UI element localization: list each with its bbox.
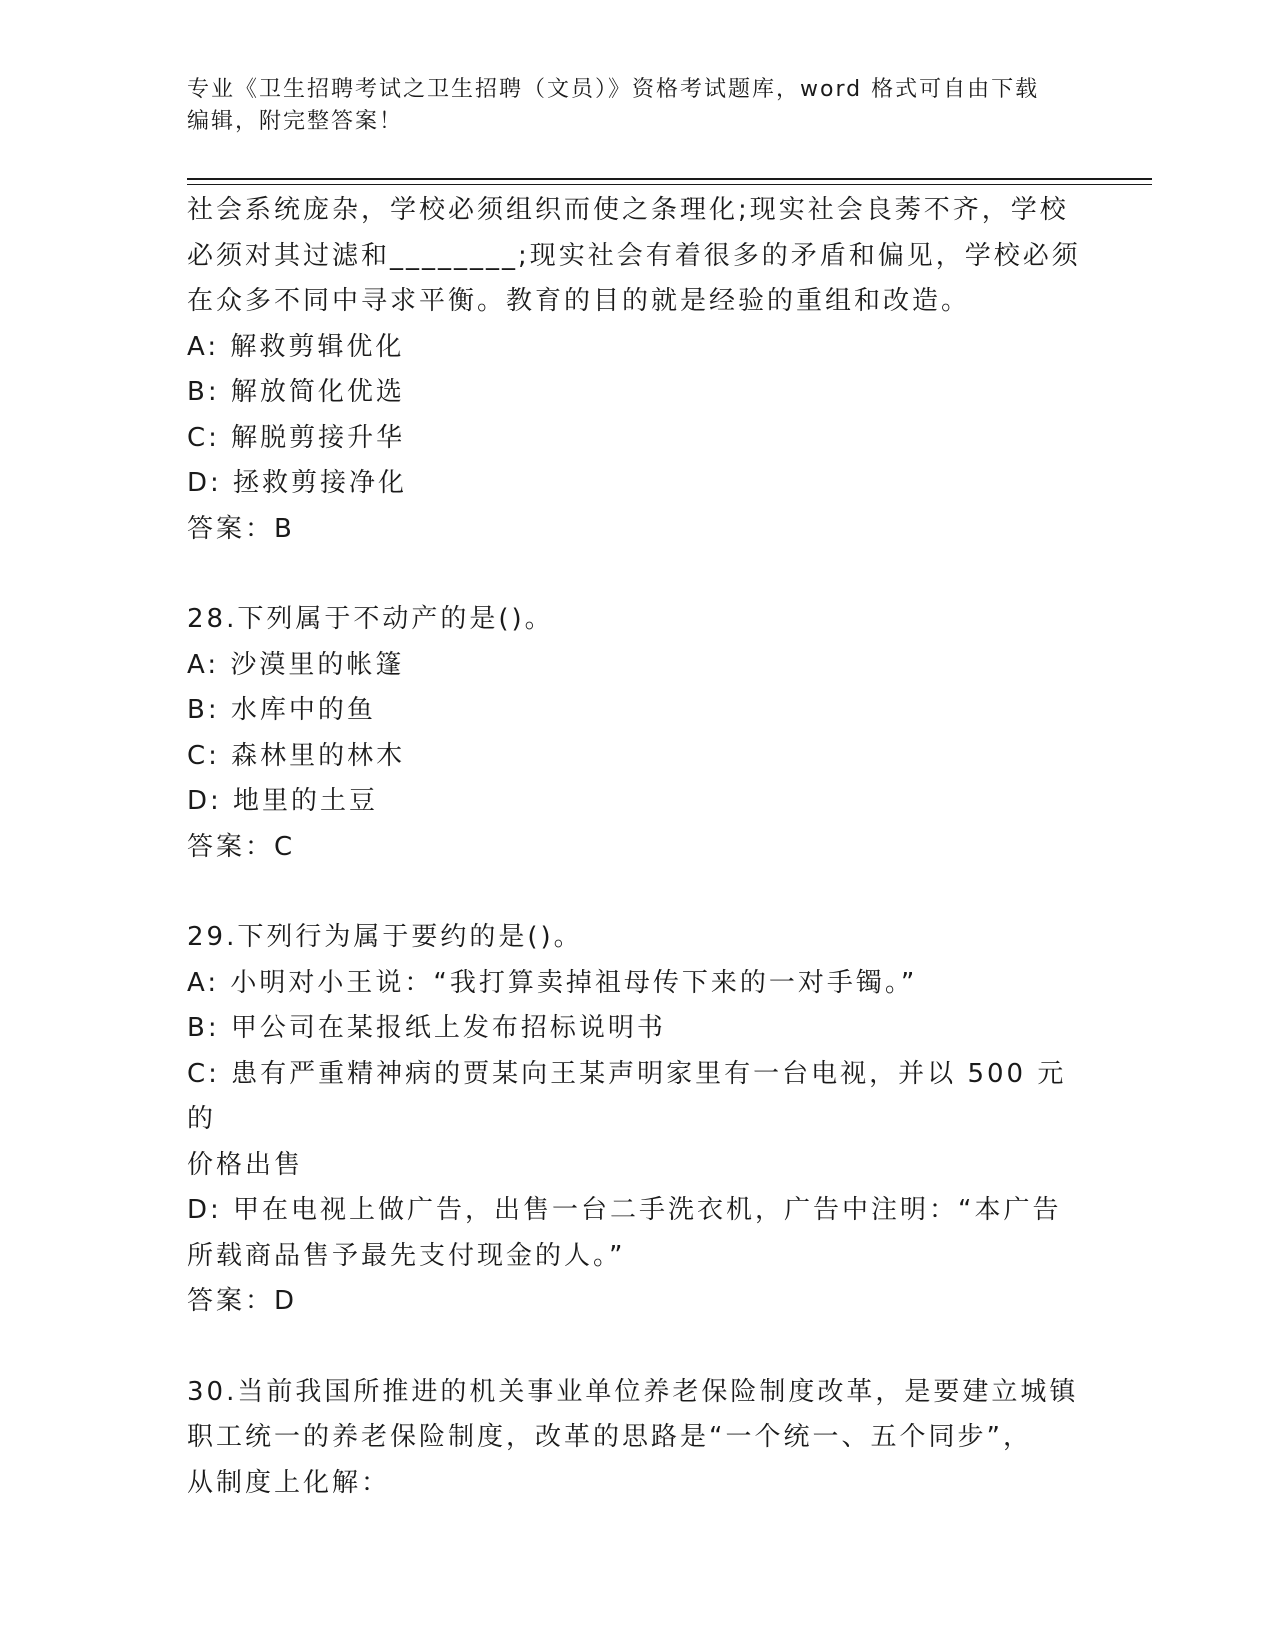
option-c: C: 患有严重精神病的贾某向王某声明家里有一台电视，并以 500 元的 (187, 1058, 1067, 1134)
option-c: C: 森林里的林木 (187, 740, 406, 771)
option-d: D: 甲在电视上做广告，出售一台二手洗衣机，广告中注明：“本广告 (187, 1195, 1062, 1225)
option-c-continued: 价格出售 (187, 1149, 304, 1180)
question-stem-line: 必须对其过滤和________;现实社会有着很多的矛盾和偏见，学校必须 (187, 240, 1081, 271)
document-body (187, 188, 1087, 1506)
option-b: B: 水库中的鱼 (187, 695, 376, 725)
question-stem: 28.下列属于不动产的是()。 (187, 604, 554, 634)
question-stem-line: 从制度上化解： (187, 1467, 391, 1498)
question-stem-line: 30.当前我国所推进的机关事业单位养老保险制度改革，是要建立城镇 (187, 1376, 1079, 1407)
question-27 (187, 188, 1087, 552)
question-stem: 29.下列行为属于要约的是()。 (187, 922, 583, 952)
header-line-2: 编辑，附完整答案！ (187, 109, 404, 134)
question-30 (187, 1370, 1087, 1507)
answer-label: 答案：D (187, 1286, 298, 1316)
question-stem-line: 社会系统庞杂，学校必须组织而使之条理化;现实社会良莠不齐，学校 (187, 195, 1069, 225)
option-c: C: 解脱剪接升华 (187, 422, 406, 453)
question-28 (187, 597, 1087, 870)
spacer (187, 552, 1087, 597)
document-header (187, 74, 1087, 138)
header-divider-thick (187, 178, 1152, 180)
option-a: A: 小明对小王说：“我打算卖掉祖母传下来的一对手镯。” (187, 967, 918, 998)
spacer (187, 1325, 1087, 1370)
spacer (187, 870, 1087, 915)
question-stem-line: 在众多不同中寻求平衡。教育的目的就是经验的重组和改造。 (187, 286, 971, 316)
option-d: D: 地里的土豆 (187, 786, 379, 816)
option-a: A: 沙漠里的帐篷 (187, 649, 405, 680)
header-line-1: 专业《卫生招聘考试之卫生招聘（文员）》资格考试题库，word 格式可自由下载 (187, 77, 1040, 102)
header-divider-thin (187, 184, 1152, 185)
question-29 (187, 915, 1087, 1325)
option-d-continued: 所载商品售予最先支付现金的人。” (187, 1240, 626, 1271)
answer-label: 答案：C (187, 831, 296, 862)
option-b: B: 解放简化优选 (187, 377, 405, 407)
question-stem-line: 职工统一的养老保险制度，改革的思路是“一个统一、五个同步”， (187, 1422, 1032, 1452)
answer-label: 答案：B (187, 513, 295, 544)
option-d: D: 拯救剪接净化 (187, 468, 408, 498)
option-b: B: 甲公司在某报纸上发布招标说明书 (187, 1013, 666, 1043)
option-a: A: 解救剪辑优化 (187, 331, 405, 362)
